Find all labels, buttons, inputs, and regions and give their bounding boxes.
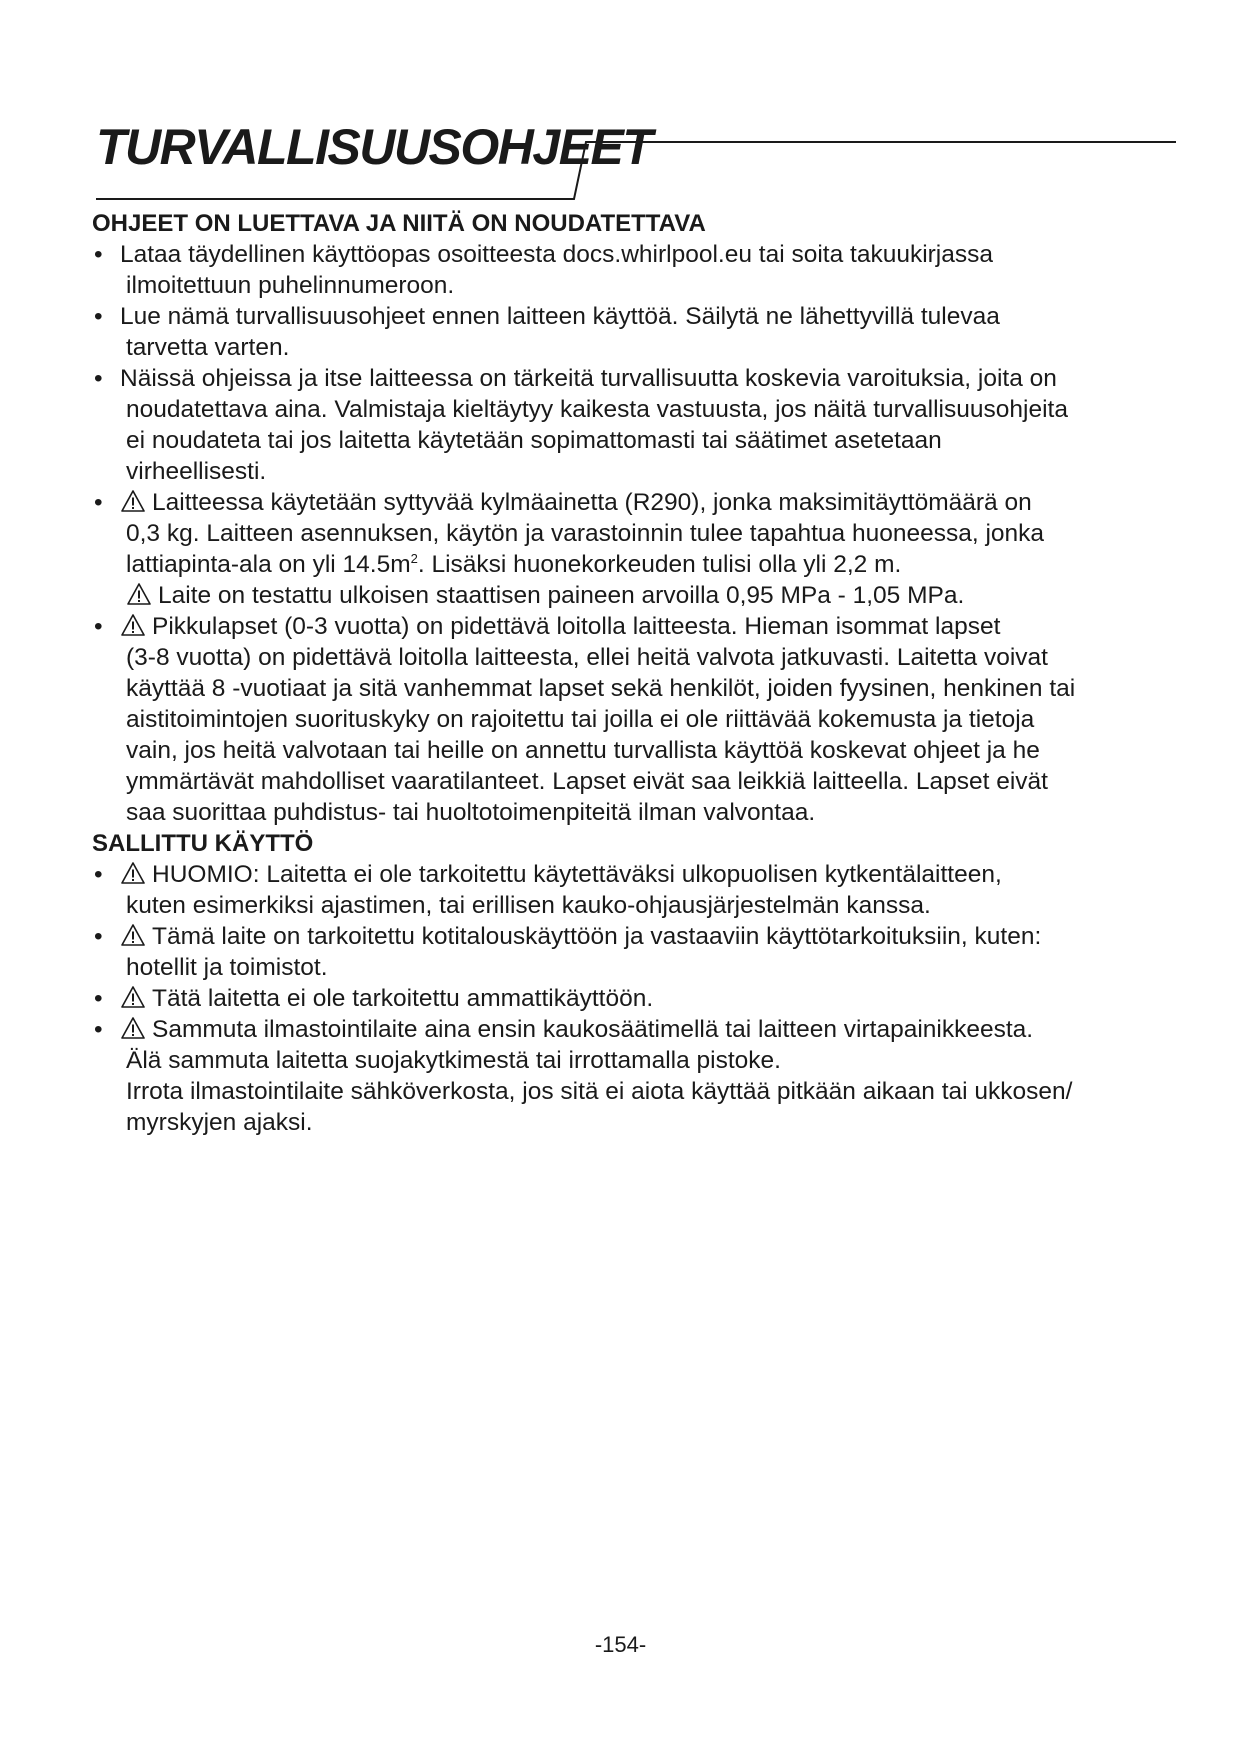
bullet: • [94, 1016, 103, 1043]
list-item [92, 301, 1182, 363]
item-line [120, 1014, 1182, 1045]
item-text: hotellit ja toimistot. [126, 954, 328, 981]
bullet: • [94, 923, 103, 950]
section-heading-permitted-use: SALLITTU KÄYTTÖ [92, 830, 314, 857]
item-line [120, 859, 1182, 890]
item-text: 0,3 kg. Laitteen asennuksen, käytön ja varastoinnin tulee tapahtua huoneessa, jonka [126, 520, 1045, 547]
item-text: Sammuta ilmastointilaite aina ensin kaukosäätimellä tai laitteen virtapainikkeesta. [152, 1016, 1034, 1043]
permitted-use-list [92, 859, 1182, 1138]
bullet: • [94, 303, 103, 330]
list-item [92, 983, 1182, 1014]
list-item [92, 239, 1182, 301]
item-text: Laitteessa käytetään syttyvää kylmäainetta (R290), jonka maksimitäyttömäärä on [152, 489, 1032, 516]
section-heading-instructions: OHJEET ON LUETTAVA JA NIITÄ ON NOUDATETTAVA [92, 210, 706, 237]
list-item [92, 1014, 1182, 1138]
warning-triangle-icon [126, 582, 152, 606]
item-line [120, 611, 1182, 642]
item-line [120, 549, 1182, 580]
item-text: Tämä laite on tarkoitettu kotitalouskäyttöön ja vastaaviin käyttötarkoituksiin, kuten: [152, 923, 1042, 950]
bullet: • [94, 613, 103, 640]
warning-triangle-icon [120, 861, 146, 885]
warning-triangle-icon [120, 985, 146, 1009]
item-text: saa suorittaa puhdistus- tai huoltotoimenpiteitä ilman valvontaa. [126, 799, 816, 826]
page-number: -154- [594, 1632, 647, 1657]
item-text: kuten esimerkiksi ajastimen, tai erillisen kauko-ohjausjärjestelmän kanssa. [126, 892, 931, 919]
bullet: • [94, 985, 103, 1012]
item-text: Irrota ilmastointilaite sähköverkosta, jos sitä ei aiota käyttää pitkään aikaan tai ukkosen/ [126, 1078, 1073, 1105]
item-text: Laite on testattu ulkoisen staattisen paineen arvoilla 0,95 MPa - 1,05 MPa. [158, 582, 965, 609]
title-block [96, 119, 1176, 202]
warning-triangle-icon [120, 613, 146, 637]
item-text: Näissä ohjeissa ja itse laitteessa on tärkeitä turvallisuutta koskevia varoituksia, joita on [120, 365, 1057, 392]
warning-triangle-icon [120, 1016, 146, 1040]
superscript: 2 [410, 550, 418, 566]
warning-triangle-icon [120, 923, 146, 947]
item-text: ymmärtävät mahdolliset vaaratilanteet. Lapset eivät saa leikkiä laitteella. Lapset eivät [126, 768, 1048, 795]
item-text: myrskyjen ajaksi. [126, 1109, 313, 1136]
item-text: noudatettava aina. Valmistaja kieltäytyy kaikesta vastuusta, jos näitä turvallisuusohjeita [126, 396, 1068, 423]
item-text: Pikkulapset (0-3 vuotta) on pidettävä loitolla laitteesta. Hieman isommat lapset [152, 613, 1001, 640]
item-text: Lue nämä turvallisuusohjeet ennen laitteen käyttöä. Säilytä ne lähettyvillä tulevaa [120, 303, 1000, 330]
item-text: Tätä laitetta ei ole tarkoitettu ammattikäyttöön. [152, 985, 654, 1012]
item-text: (3-8 vuotta) on pidettävä loitolla laitteesta, ellei heitä valvota jatkuvasti. Laitetta voivat [126, 644, 1048, 671]
item-text: tarvetta varten. [126, 334, 290, 361]
item-text: Älä sammuta laitetta suojakytkimestä tai irrottamalla pistoke. [126, 1047, 781, 1074]
bullet: • [94, 241, 103, 268]
item-text: ei noudateta tai jos laitetta käytetään sopimattomasti tai säätimet asetetaan [126, 427, 942, 454]
bullet: • [94, 489, 103, 516]
list-item [92, 487, 1182, 611]
item-text: lattiapinta-ala on yli 14.5m [126, 551, 411, 578]
list-item [92, 859, 1182, 921]
item-text: . Lisäksi huonekorkeuden tulisi olla yli 2,2 m. [417, 551, 902, 578]
item-line [120, 580, 1182, 611]
list-item [92, 363, 1182, 487]
item-text: virheellisesti. [126, 458, 267, 485]
content [92, 208, 1182, 1138]
instructions-list [92, 239, 1182, 828]
item-text: aistitoimintojen suorituskyky on rajoitettu tai joilla ei ole riittävää kokemusta ja tietoja [126, 706, 1035, 733]
item-text: HUOMIO: Laitetta ei ole tarkoitettu käytettäväksi ulkopuolisen kytkentälaitteen, [152, 861, 1002, 888]
item-line [120, 983, 1182, 1014]
item-text: käyttää 8 -vuotiaat ja sitä vanhemmat lapset sekä henkilöt, joiden fyysinen, henkinen tai [126, 675, 1076, 702]
item-line [120, 921, 1182, 952]
list-item [92, 921, 1182, 983]
item-text: vain, jos heitä valvotaan tai heille on annettu turvallista käyttöä koskevat ohjeet ja he [126, 737, 1040, 764]
bullet: • [94, 365, 103, 392]
warning-triangle-icon [120, 489, 146, 513]
item-line [120, 487, 1182, 518]
item-text: Lataa täydellinen käyttöopas osoitteesta docs.whirlpool.eu tai soita takuukirjassa [120, 241, 993, 268]
bullet: • [94, 861, 103, 888]
page-title: TURVALLISUUSOHJEET [96, 119, 652, 175]
item-text: ilmoitettuun puhelinnumeroon. [126, 272, 455, 299]
list-item [92, 611, 1182, 828]
